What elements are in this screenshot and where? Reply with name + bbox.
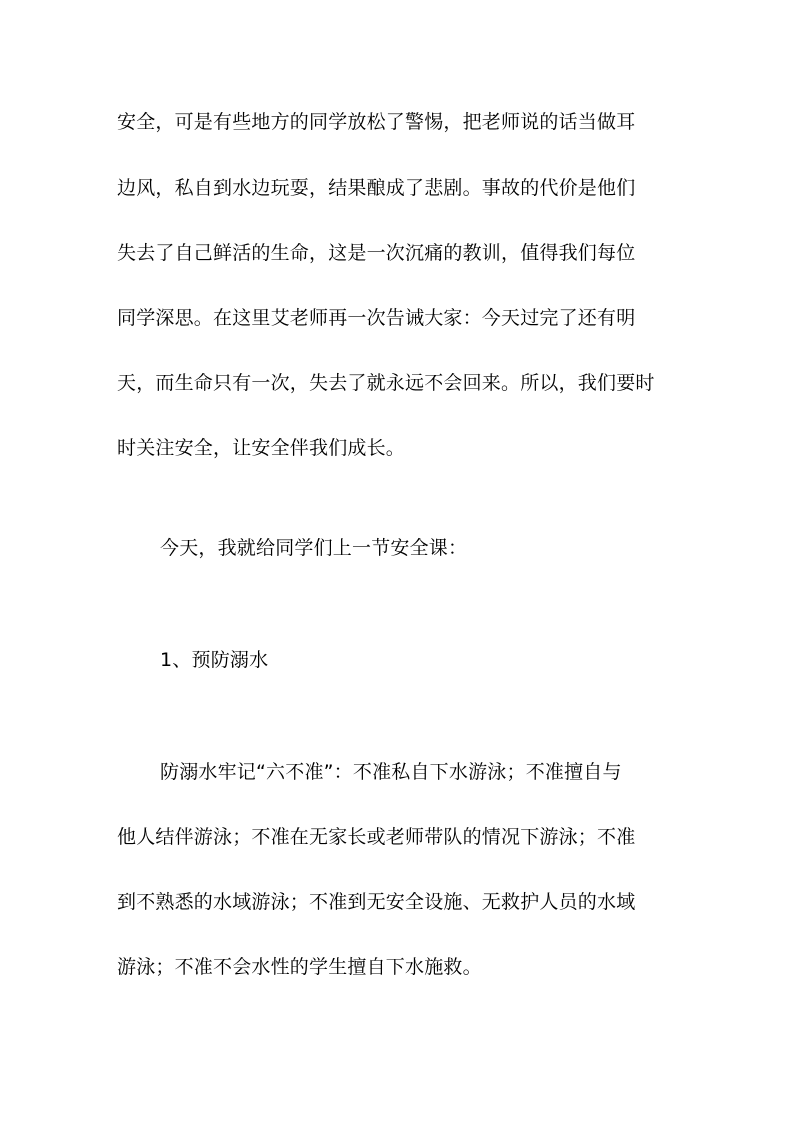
intro-text-line: 今天，我就给同学们上一节安全课：	[160, 537, 468, 559]
body-text-line: 防溺水牢记“六不准”：不准私自下水游泳；不准擅自与	[160, 761, 622, 783]
body-text-line: 到不熟悉的水域游泳；不准到无安全设施、无救护人员的水域	[117, 891, 636, 913]
section-heading: 1、预防溺水	[160, 649, 269, 671]
body-text-line: 游泳；不准不会水性的学生擅自下水施救。	[117, 956, 482, 978]
body-text-line: 失去了自己鲜活的生命，这是一次沉痛的教训，值得我们每位	[117, 242, 636, 264]
body-text-line: 他人结伴游泳；不准在无家长或老师带队的情况下游泳；不准	[117, 826, 636, 848]
body-text-line: 同学深思。在这里艾老师再一次告诫大家：今天过完了还有明	[117, 307, 636, 329]
body-text-line: 安全，可是有些地方的同学放松了警惕，把老师说的话当做耳	[117, 111, 636, 133]
body-text-line: 时关注安全，让安全伴我们成长。	[117, 437, 406, 459]
body-text-line: 边风，私自到水边玩耍，结果酿成了悲剧。事故的代价是他们	[117, 177, 636, 199]
body-text-line: 天，而生命只有一次，失去了就永远不会回来。所以，我们要时	[117, 372, 655, 394]
